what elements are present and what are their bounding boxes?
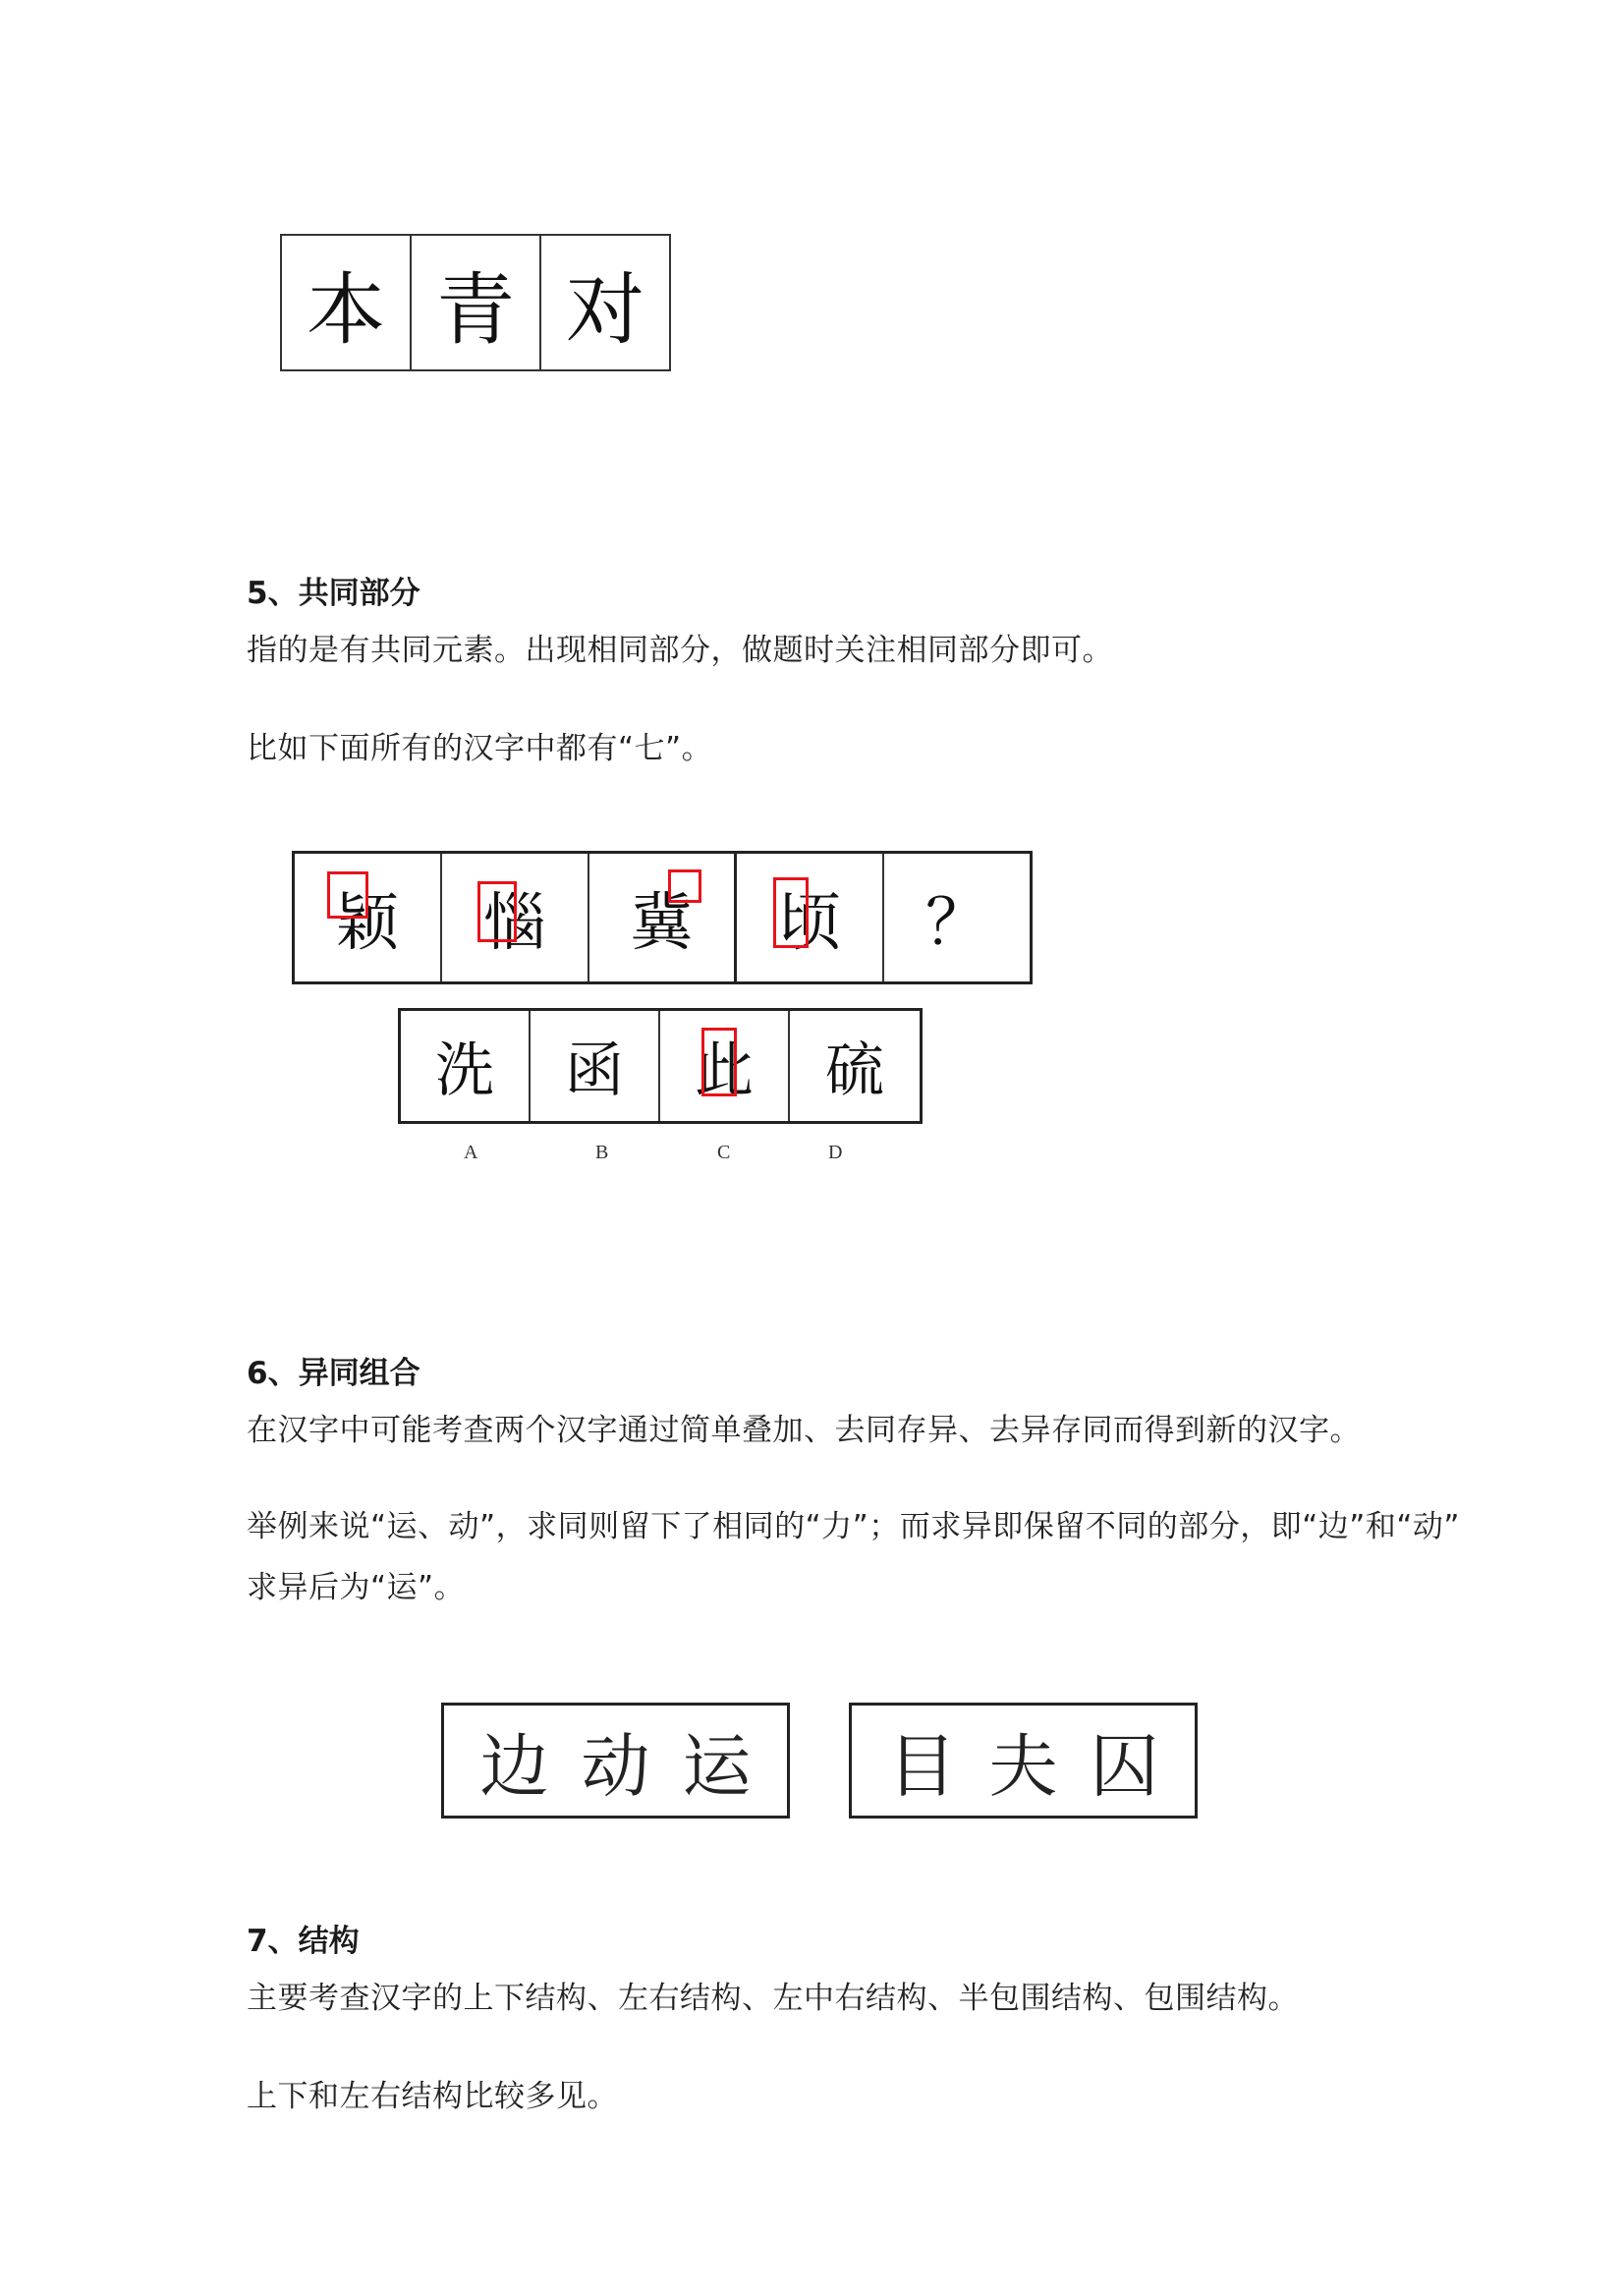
char-cell: ？ — [925, 887, 988, 960]
option-d: 硫 — [825, 1036, 884, 1105]
question-row — [292, 851, 1033, 984]
options-row — [398, 1008, 923, 1124]
option-label-a: A — [464, 1142, 478, 1163]
char: 夫 — [988, 1725, 1058, 1807]
highlight-box — [668, 869, 701, 903]
option-label-c: C — [717, 1142, 731, 1163]
paragraph: 上下和左右结构比较多见。 — [247, 2079, 618, 2114]
option-label-d: D — [828, 1142, 843, 1163]
char: 边 — [479, 1725, 549, 1807]
char-cell: 惱 — [442, 854, 589, 981]
option-b: 函 — [531, 1011, 660, 1121]
paragraph: 比如下面所有的汉字中都有“七”。 — [247, 731, 713, 766]
paragraph: 在汉字中可能考查两个汉字通过简单叠加、去同存异、去异存同而得到新的汉字。 — [247, 1413, 1361, 1448]
char: 囚 — [1090, 1725, 1159, 1807]
section-heading: 7、结构 — [247, 1924, 360, 1959]
char-cell: 冀 — [589, 854, 737, 981]
option-label-b: B — [595, 1142, 609, 1163]
example-box-2 — [849, 1703, 1198, 1819]
char: 目 — [887, 1725, 957, 1807]
option-c: 此 — [660, 1011, 790, 1121]
char-cell: 颖 — [295, 854, 442, 981]
char-cell: 顷 — [737, 854, 884, 981]
section-heading: 6、异同组合 — [247, 1356, 420, 1391]
highlight-box — [327, 871, 368, 919]
char-cell: 对 — [539, 234, 671, 371]
figure-three-chars — [280, 234, 671, 371]
highlight-box — [477, 881, 517, 942]
option-a: 洗 — [401, 1011, 531, 1121]
highlight-box — [701, 1028, 737, 1096]
paragraph: 指的是有共同元素。出现相同部分，做题时关注相同部分即可。 — [247, 633, 1113, 668]
paragraph: 举例来说“运、动”，求同则留下了相同的“力”；而求异即保留不同的部分，即“边”和“动” — [247, 1509, 1460, 1544]
char: 运 — [682, 1725, 752, 1807]
char-cell: 本 — [280, 234, 412, 371]
char-cell: 青 — [410, 234, 541, 371]
paragraph: 求异后为“运”。 — [247, 1570, 466, 1605]
section-heading: 5、共同部分 — [247, 576, 420, 611]
paragraph: 主要考查汉字的上下结构、左右结构、左中右结构、半包围结构、包围结构。 — [247, 1981, 1299, 2016]
example-box-1 — [441, 1703, 790, 1819]
highlight-box — [773, 877, 809, 948]
char: 动 — [581, 1725, 650, 1807]
